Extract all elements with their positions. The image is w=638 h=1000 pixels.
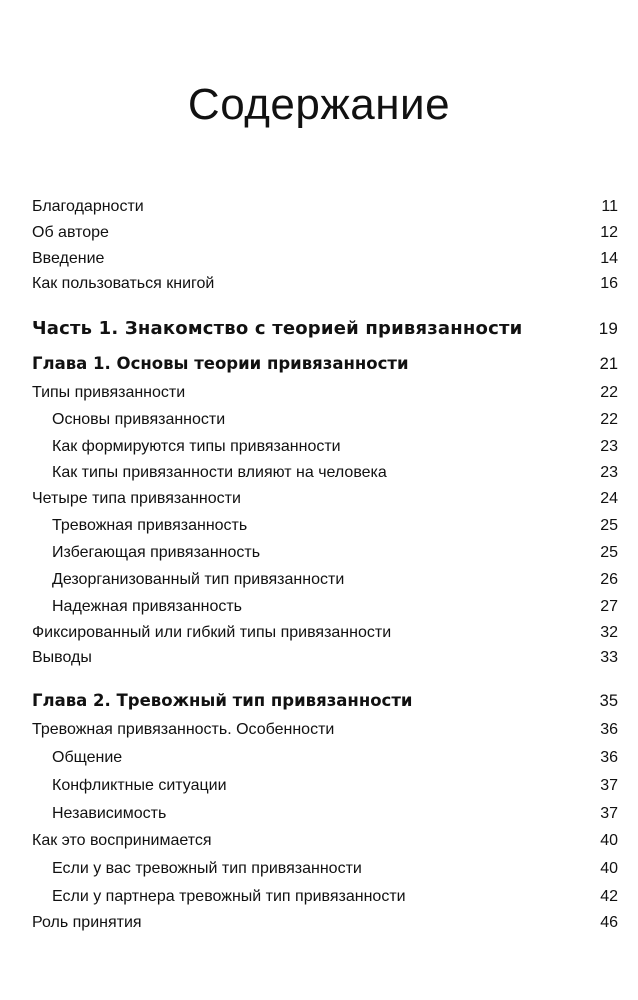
toc-entry-page: 40 <box>600 832 618 849</box>
toc-entry <box>52 569 618 591</box>
toc-entry <box>52 747 618 769</box>
toc-entry <box>32 719 618 741</box>
toc-entry-label: Если у вас тревожный тип привязанности <box>52 860 362 877</box>
toc-part-heading <box>32 318 618 340</box>
toc-entry-page: 24 <box>600 490 618 507</box>
toc-entry <box>32 248 618 270</box>
toc-entry-label: Четыре типа привязанности <box>32 490 241 507</box>
toc-entry-label: Типы привязанности <box>32 384 186 401</box>
toc-entry-label: Об авторе <box>32 224 109 241</box>
toc-entry-page: 23 <box>600 464 618 481</box>
toc-entry <box>52 409 618 431</box>
toc-entry-label: Конфликтные ситуации <box>52 777 227 794</box>
toc-entry-page: 37 <box>600 777 618 794</box>
toc-entry-page: 11 <box>601 198 618 215</box>
toc-entry-page: 36 <box>600 721 618 738</box>
toc-entry-label: Как пользоваться книгой <box>32 275 215 292</box>
toc-entry <box>32 273 618 295</box>
toc-entry-page: 23 <box>600 438 618 455</box>
toc-entry <box>52 886 618 908</box>
toc-entry <box>32 488 618 510</box>
toc-chapter-heading <box>32 353 618 375</box>
toc-chapter-heading <box>32 690 618 712</box>
toc-entry <box>32 196 618 218</box>
toc-entry <box>32 222 618 244</box>
toc-entry-page: 22 <box>600 411 618 428</box>
toc-entry-label: Основы привязанности <box>52 411 226 428</box>
toc-entry-label: Общение <box>52 749 123 766</box>
toc-entry <box>32 622 618 644</box>
toc-entry-page: 36 <box>600 749 618 766</box>
toc-entry-page: 33 <box>600 649 618 666</box>
toc-entry-page: 26 <box>600 571 618 588</box>
toc-entry-page: 35 <box>599 692 618 710</box>
page-title: Содержание <box>187 80 451 130</box>
toc-entry <box>52 515 618 537</box>
toc-entry-label: Глава 1. Основы теории привязанности <box>32 354 409 373</box>
toc-entry-label: Как это воспринимается <box>32 832 212 849</box>
toc-entry <box>52 775 618 797</box>
toc-entry-page: 12 <box>600 224 618 241</box>
toc-entry-page: 16 <box>600 275 618 292</box>
toc-entry-page: 37 <box>600 805 618 822</box>
toc-entry-label: Как типы привязанности влияют на человека <box>52 464 387 481</box>
toc-entry <box>52 596 618 618</box>
toc-entry-label: Благодарности <box>32 198 144 215</box>
toc-entry-page: 25 <box>600 544 618 561</box>
toc-entry-label: Дезорганизованный тип привязанности <box>52 571 345 588</box>
toc-entry-page: 22 <box>600 384 618 401</box>
toc-entry-label: Фиксированный или гибкий типы привязанности <box>32 624 392 641</box>
toc-entry-label: Выводы <box>32 649 92 666</box>
toc-entry-page: 42 <box>600 888 618 905</box>
toc-entry <box>32 912 618 934</box>
toc-entry <box>52 803 618 825</box>
toc-entry-page: 46 <box>600 914 618 931</box>
toc-entry-page: 25 <box>600 517 618 534</box>
toc-entry-label: Избегающая привязанность <box>52 544 261 561</box>
toc-entry-label: Глава 2. Тревожный тип привязанности <box>32 691 413 710</box>
toc-entry <box>52 462 618 484</box>
toc-entry-label: Если у партнера тревожный тип привязанности <box>52 888 406 905</box>
toc-entry-label: Тревожная привязанность. Особенности <box>32 721 335 738</box>
toc-entry-page: 32 <box>600 624 618 641</box>
toc-entry <box>52 542 618 564</box>
toc-entry-label: Введение <box>32 250 105 267</box>
toc-entry-page: 19 <box>598 319 618 338</box>
toc-entry-label: Надежная привязанность <box>52 598 243 615</box>
toc-entry-label: Тревожная привязанность <box>52 517 248 534</box>
toc-entry-page: 27 <box>600 598 618 615</box>
toc-entry <box>32 382 618 404</box>
toc-entry-label: Независимость <box>52 805 167 822</box>
toc-entry-label: Роль принятия <box>32 914 142 931</box>
toc-entry <box>32 647 618 669</box>
toc-entry <box>32 830 618 852</box>
toc-entry-page: 21 <box>599 355 618 373</box>
toc-entry <box>52 858 618 880</box>
toc-entry-label: Часть 1. Знакомство с теорией привязанности <box>32 318 523 339</box>
toc-entry <box>52 436 618 458</box>
toc-entry-label: Как формируются типы привязанности <box>52 438 341 455</box>
toc-entry-page: 14 <box>600 250 618 267</box>
toc-entry-page: 40 <box>600 860 618 877</box>
